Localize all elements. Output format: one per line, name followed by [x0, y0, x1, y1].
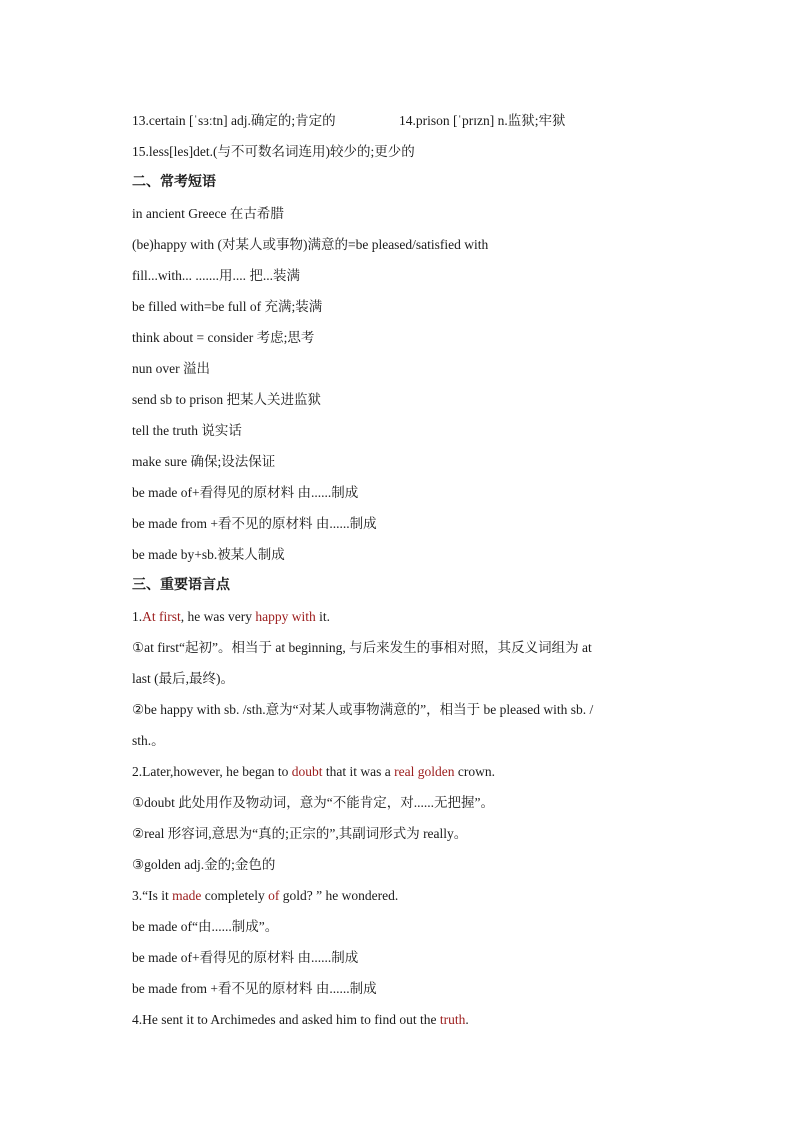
example-sentence-2 — [132, 756, 672, 787]
sentence-text: 4.He sent it to Archimedes and asked him to find out the — [132, 1012, 440, 1027]
highlight-made: made — [172, 888, 202, 903]
note-line: ①doubt 此处用作及物动词，意为“不能肯定，对......无把握”。 — [132, 795, 494, 810]
sentence-text: 2.Later,however, he began to — [132, 764, 292, 779]
sentence-text: . — [465, 1012, 469, 1027]
phrase-item: be filled with=be full of 充满;装满 — [132, 299, 323, 314]
sentence-number: 1. — [132, 609, 143, 624]
sentence-text: , he was very — [180, 609, 256, 624]
note-line: ②be happy with sb. /sth.意为“对某人或事物满意的”，相当于 be pleased with sb. / — [132, 702, 594, 717]
phrase-item: make sure 确保;设法保证 — [132, 454, 276, 469]
phrase-item: tell the truth 说实话 — [132, 423, 242, 438]
sentence-text: that it was a — [322, 764, 395, 779]
example-sentence-3 — [132, 880, 672, 911]
phrase-item: (be)happy with (对某人或事物)满意的=be pleased/satisfied with — [132, 237, 489, 252]
phrase-item: send sb to prison 把某人关进监狱 — [132, 392, 321, 407]
vocab-row-13-14 — [132, 105, 672, 136]
phrase-item: be made of+看得见的原材料 由......制成 — [132, 485, 359, 500]
sentence-text: it. — [315, 609, 330, 624]
sentence-text: gold? ” he wondered. — [279, 888, 399, 903]
vocab-item-13: 13.certain [ˈsɜːtn] adj.确定的;肯定的 — [132, 113, 336, 128]
section-heading-language-points: 三、重要语言点 — [132, 577, 230, 593]
vocab-item-15: 15.less[les]det.(与不可数名词连用)较少的;更少的 — [132, 144, 415, 159]
highlight-truth: truth — [439, 1012, 466, 1027]
example-sentence-1 — [132, 601, 672, 632]
note-line: ①at first“起初”。相当于 at beginning, 与后来发生的事相对照，其反义词组为 at — [132, 640, 592, 655]
section-heading-phrases: 二、常考短语 — [132, 174, 216, 190]
highlight-doubt: doubt — [291, 764, 323, 779]
phrase-item: nun over 溢出 — [132, 361, 210, 376]
sentence-text: crown. — [454, 764, 495, 779]
phrase-item: be made by+sb.被某人制成 — [132, 547, 285, 562]
highlight-at-first: At first — [142, 609, 181, 624]
note-line: be made of+看得见的原材料 由......制成 — [132, 950, 359, 965]
phrase-item: fill...with... .......用.... 把...装满 — [132, 268, 300, 283]
phrase-item: be made from +看不见的原材料 由......制成 — [132, 516, 377, 531]
phrase-item: in ancient Greece 在古希腊 — [132, 206, 284, 221]
phrase-item: think about = consider 考虑;思考 — [132, 330, 315, 345]
note-line: last (最后,最终)。 — [132, 671, 234, 686]
vocab-item-14: 14.prison [ˈprɪzn] n.监狱;牢狱 — [399, 113, 566, 128]
document-content — [132, 105, 672, 1035]
note-line: be made of“由......制成”。 — [132, 919, 279, 934]
note-line: ②real 形容词,意思为“真的;正宗的”,其副词形式为 really。 — [132, 826, 468, 841]
sentence-text: completely — [201, 888, 269, 903]
note-line: ③golden adj.金的;金色的 — [132, 857, 276, 872]
note-line: be made from +看不见的原材料 由......制成 — [132, 981, 377, 996]
highlight-real-golden: real golden — [394, 764, 455, 779]
highlight-of: of — [268, 888, 280, 903]
highlight-happy-with: happy with — [255, 609, 316, 624]
note-line: sth.。 — [132, 733, 165, 748]
example-sentence-4 — [132, 1004, 672, 1035]
sentence-text: 3.“Is it — [132, 888, 173, 903]
